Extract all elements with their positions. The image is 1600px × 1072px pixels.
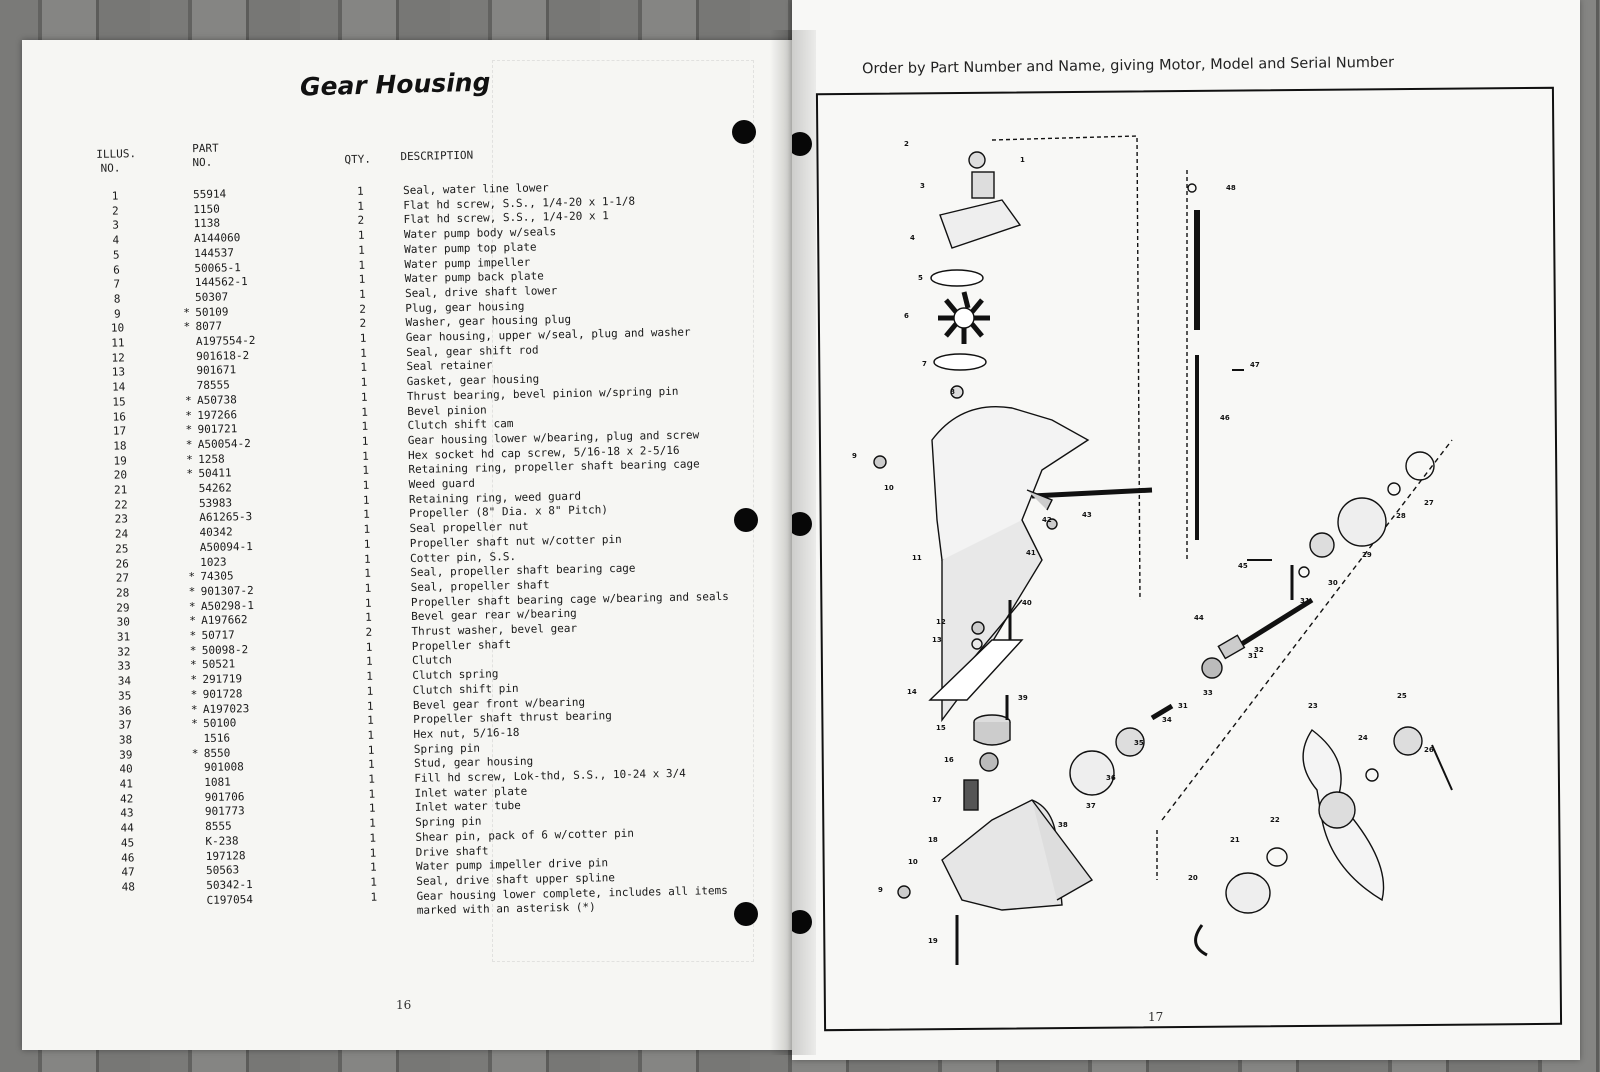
asterisk-mark: * bbox=[185, 438, 193, 452]
callout-label: 19 bbox=[928, 937, 938, 945]
callout-label: 3 bbox=[920, 182, 925, 190]
description-cell: Water pump back plate bbox=[404, 269, 544, 286]
callout-label: 40 bbox=[1022, 599, 1032, 607]
description-cell: Weed guard bbox=[408, 476, 476, 491]
description-cell: Propeller shaft bearing cage w/bearing and seals bbox=[410, 589, 729, 609]
callout-label: 33 bbox=[1203, 689, 1213, 697]
asterisk-mark: * bbox=[186, 467, 194, 481]
description-cell: Drive shaft bbox=[415, 844, 489, 859]
callout-label: 25 bbox=[1397, 692, 1407, 700]
illus-no-cell: 1 bbox=[111, 189, 119, 203]
part-no-cell: 901728 bbox=[202, 687, 243, 701]
qty-cell: 1 bbox=[366, 684, 374, 698]
description-cell: Bevel gear rear w/bearing bbox=[411, 607, 577, 624]
qty-cell: 1 bbox=[366, 699, 374, 713]
qty-cell: 1 bbox=[361, 419, 369, 434]
description-cell: Seal, gear shift rod bbox=[406, 343, 539, 359]
qty-cell: 1 bbox=[368, 787, 376, 801]
callout-label: 5 bbox=[918, 274, 923, 282]
qty-cell: 1 bbox=[368, 802, 376, 816]
asterisk-mark: * bbox=[189, 643, 197, 657]
asterisk-mark: * bbox=[190, 673, 198, 687]
asterisk-mark: * bbox=[188, 599, 196, 613]
qty-cell: 1 bbox=[361, 405, 369, 419]
part-no-cell: 1258 bbox=[198, 452, 225, 466]
part-no-cell: A197023 bbox=[202, 701, 250, 716]
illus-no-cell: 26 bbox=[115, 556, 129, 571]
asterisk-mark: * bbox=[189, 658, 197, 672]
description-cell: Propeller shaft bbox=[411, 637, 512, 653]
part-no-cell: 291719 bbox=[202, 672, 243, 687]
qty-cell: 1 bbox=[361, 434, 369, 448]
qty-cell: 1 bbox=[363, 508, 370, 522]
part-no-cell: 8550 bbox=[203, 746, 231, 760]
part-no-cell: 197128 bbox=[205, 848, 246, 863]
part-no-cell: 54262 bbox=[198, 481, 232, 496]
qty-cell: 1 bbox=[362, 493, 370, 507]
illus-no-cell: 4 bbox=[112, 233, 120, 247]
callout-label: 46 bbox=[1220, 414, 1230, 422]
qty-cell: 1 bbox=[357, 228, 365, 243]
illus-no-cell: 7 bbox=[113, 277, 121, 291]
description-cell: Clutch spring bbox=[412, 667, 499, 683]
qty-cell: 1 bbox=[369, 816, 376, 830]
part-no-cell: 50307 bbox=[194, 290, 229, 304]
callout-label: 31 bbox=[1300, 597, 1310, 605]
illus-no-cell: 37 bbox=[118, 718, 132, 732]
illus-no-cell: 29 bbox=[116, 600, 130, 615]
illus-no-cell: 25 bbox=[115, 542, 129, 556]
callout-label: 9 bbox=[852, 452, 857, 460]
qty-cell: 1 bbox=[365, 611, 372, 625]
part-no-cell: 1023 bbox=[199, 554, 227, 569]
description-cell: Gear housing, upper w/seal, plug and washer bbox=[405, 325, 691, 345]
description-cell: Shear pin, pack of 6 w/cotter pin bbox=[415, 826, 635, 844]
qty-cell: 1 bbox=[358, 243, 365, 257]
page-title: Gear Housing bbox=[299, 67, 491, 102]
part-no-cell: 50717 bbox=[201, 628, 235, 642]
description-cell: Thrust bearing, bevel pinion w/spring pin bbox=[406, 384, 679, 403]
part-no-cell: K-238 bbox=[205, 834, 239, 848]
description-cell: Seal, drive shaft upper spline bbox=[416, 870, 616, 888]
illus-no-cell: 34 bbox=[117, 674, 132, 688]
qty-cell: 1 bbox=[363, 552, 371, 566]
description-cell: Inlet water tube bbox=[414, 799, 521, 815]
description-cell: Propeller shaft nut w/cotter pin bbox=[409, 532, 622, 550]
part-no-cell: A50094-1 bbox=[199, 539, 253, 554]
illus-no-cell: 21 bbox=[113, 483, 128, 497]
qty-cell: 1 bbox=[360, 375, 368, 389]
illus-no-cell: 38 bbox=[118, 733, 133, 747]
illus-no-cell: 10 bbox=[110, 321, 125, 335]
callout-label: 32 bbox=[1254, 646, 1264, 654]
qty-cell: 1 bbox=[358, 258, 366, 272]
qty-cell: 1 bbox=[366, 669, 374, 683]
qty-header: QTY. bbox=[344, 152, 372, 167]
part-no-cell: A50298-1 bbox=[200, 598, 255, 613]
asterisk-mark: * bbox=[186, 452, 193, 466]
qty-cell: 1 bbox=[369, 831, 377, 845]
qty-cell: 1 bbox=[362, 478, 370, 492]
asterisk-mark: * bbox=[188, 584, 196, 599]
description-cell: Water pump top plate bbox=[404, 240, 537, 256]
description-cell: Flat hd screw, S.S., 1/4-20 x 1-1/8 bbox=[403, 194, 636, 212]
part-no-cell: 50411 bbox=[198, 466, 232, 481]
qty-cell: 1 bbox=[367, 757, 375, 772]
callout-label: 28 bbox=[1396, 512, 1406, 520]
exploded-parts-diagram bbox=[792, 0, 1580, 1060]
illus-no-cell: 14 bbox=[112, 380, 126, 394]
illus-no-cell: 19 bbox=[113, 453, 127, 468]
qty-cell: 1 bbox=[358, 272, 366, 287]
description-cell: Water pump impeller drive pin bbox=[415, 856, 609, 874]
part-no-cell: 50065-1 bbox=[194, 260, 241, 275]
part-no-cell: 50109 bbox=[195, 305, 229, 319]
description-header: DESCRIPTION bbox=[400, 148, 474, 164]
description-cell: Clutch shift pin bbox=[412, 681, 519, 697]
part-no-cell: C197054 bbox=[206, 892, 254, 907]
description-cell: Retaining ring, propeller shaft bearing cage bbox=[408, 457, 700, 477]
callout-label: 41 bbox=[1026, 549, 1036, 557]
part-no-cell: 1516 bbox=[203, 731, 231, 745]
asterisk-mark: * bbox=[183, 305, 191, 319]
illus-no-cell: 30 bbox=[116, 615, 131, 629]
description-cell: Plug, gear housing bbox=[405, 299, 525, 315]
part-no-cell: 901721 bbox=[197, 422, 238, 437]
asterisk-mark: * bbox=[191, 717, 198, 731]
order-note: Order by Part Number and Name, giving Motor, Model and Serial Number bbox=[861, 54, 1395, 78]
illus-no-cell: 15 bbox=[112, 395, 126, 409]
illus-no-cell: 24 bbox=[114, 527, 129, 541]
asterisk-mark: * bbox=[189, 629, 197, 643]
qty-cell: 1 bbox=[357, 199, 365, 213]
illus-no-cell: 39 bbox=[119, 747, 133, 762]
callout-label: 4 bbox=[910, 234, 915, 242]
qty-cell: 1 bbox=[359, 331, 367, 345]
right-page bbox=[792, 0, 1580, 1060]
qty-cell: 2 bbox=[357, 214, 365, 228]
qty-cell: 1 bbox=[360, 346, 367, 360]
callout-label: 20 bbox=[1188, 874, 1198, 882]
qty-cell: 1 bbox=[364, 566, 372, 581]
part-no-cell: 1081 bbox=[204, 775, 231, 789]
qty-cell: 1 bbox=[365, 640, 373, 654]
part-no-cell: 55914 bbox=[192, 187, 227, 202]
illus-no-cell: 12 bbox=[111, 351, 125, 365]
illus-no-cell: 47 bbox=[121, 865, 135, 879]
illus-no-cell: 2 bbox=[111, 204, 119, 218]
callout-label: 15 bbox=[936, 724, 946, 732]
qty-cell: 2 bbox=[359, 302, 367, 316]
illus-no-header: ILLUS. NO. bbox=[96, 147, 137, 175]
asterisk-mark: * bbox=[189, 614, 197, 628]
asterisk-mark: * bbox=[190, 702, 198, 716]
illus-no-cell: 23 bbox=[114, 512, 129, 527]
illus-no-cell: 48 bbox=[121, 880, 136, 894]
callout-label: 39 bbox=[1018, 694, 1028, 702]
illus-no-cell: 31 bbox=[116, 630, 131, 644]
part-no-cell: A197662 bbox=[201, 613, 248, 628]
callout-label: 36 bbox=[1106, 774, 1116, 782]
page-number-left: 16 bbox=[396, 998, 412, 1012]
description-cell: Spring pin bbox=[413, 741, 481, 756]
description-cell: Seal, propeller shaft bearing cage bbox=[410, 561, 636, 580]
callout-label: 44 bbox=[1194, 614, 1204, 622]
description-cell: Flat hd screw, S.S., 1/4-20 x 1 bbox=[403, 209, 609, 227]
callout-label: 13 bbox=[932, 636, 942, 644]
qty-cell: 1 bbox=[363, 522, 371, 536]
callout-label: 24 bbox=[1358, 734, 1368, 742]
part-no-cell: 50521 bbox=[201, 657, 236, 672]
part-no-header: PART NO. bbox=[192, 141, 219, 170]
part-no-cell: 50563 bbox=[205, 863, 240, 878]
callout-label: 31 bbox=[1178, 702, 1188, 710]
part-no-cell: 8555 bbox=[205, 819, 232, 834]
binder-hole bbox=[732, 120, 756, 144]
description-cell: Hex socket hd cap screw, 5/16-18 x 2-5/16 bbox=[407, 443, 680, 462]
qty-cell: 1 bbox=[367, 728, 375, 742]
illus-no-cell: 27 bbox=[115, 571, 130, 585]
callout-label: 29 bbox=[1362, 551, 1372, 559]
qty-cell: 1 bbox=[370, 890, 378, 904]
asterisk-mark: * bbox=[191, 746, 199, 760]
illus-no-cell: 46 bbox=[121, 850, 135, 865]
callout-label: 2 bbox=[904, 140, 909, 148]
asterisk-mark: * bbox=[190, 687, 198, 702]
callout-label: 42 bbox=[1042, 516, 1052, 524]
part-no-cell: 1138 bbox=[193, 216, 221, 231]
qty-cell: 1 bbox=[367, 743, 375, 757]
part-no-cell: 144562-1 bbox=[194, 275, 248, 290]
callout-label: 26 bbox=[1424, 746, 1434, 754]
qty-cell: 2 bbox=[365, 625, 373, 639]
illus-no-cell: 5 bbox=[112, 248, 120, 262]
part-no-cell: 53983 bbox=[198, 496, 233, 510]
illus-no-cell: 16 bbox=[112, 409, 127, 424]
description-cell: Propeller (8" Dia. x 8" Pitch) bbox=[409, 503, 609, 521]
illus-no-cell: 44 bbox=[120, 821, 134, 835]
part-no-cell: A50738 bbox=[196, 393, 237, 407]
illus-no-cell: 9 bbox=[113, 307, 121, 321]
part-no-cell: 144537 bbox=[194, 246, 235, 260]
illus-no-cell: 35 bbox=[117, 689, 132, 703]
qty-cell: 1 bbox=[368, 772, 376, 786]
illus-no-cell: 28 bbox=[115, 586, 130, 600]
qty-cell: 1 bbox=[364, 581, 372, 595]
description-cell: Cotter pin, S.S. bbox=[409, 549, 517, 565]
part-no-cell: 901008 bbox=[203, 760, 244, 775]
callout-label: 45 bbox=[1238, 562, 1248, 570]
callout-label: 18 bbox=[928, 836, 938, 844]
part-no-cell: A197554-2 bbox=[195, 333, 256, 349]
callout-label: 38 bbox=[1058, 821, 1068, 829]
illus-no-cell: 40 bbox=[119, 762, 133, 776]
asterisk-mark: * bbox=[185, 423, 193, 437]
callout-label: 17 bbox=[932, 796, 942, 804]
qty-cell: 1 bbox=[367, 713, 374, 728]
part-no-cell: 78555 bbox=[196, 378, 230, 393]
part-no-cell: 50100 bbox=[203, 716, 237, 731]
description-cell: Spring pin bbox=[415, 814, 482, 830]
left-page bbox=[22, 40, 794, 1050]
callout-label: 23 bbox=[1308, 702, 1318, 710]
illus-no-cell: 17 bbox=[112, 424, 127, 438]
callout-label: 47 bbox=[1250, 361, 1260, 369]
illus-no-cell: 45 bbox=[120, 836, 135, 850]
asterisk-mark: * bbox=[184, 393, 192, 408]
callout-label: 43 bbox=[1082, 511, 1092, 519]
description-cell: Inlet water plate bbox=[414, 784, 528, 800]
book-gutter bbox=[770, 30, 816, 1055]
callout-label: 1 bbox=[1020, 156, 1025, 164]
part-no-cell: 197266 bbox=[197, 407, 238, 422]
callout-label: 6 bbox=[904, 312, 909, 320]
part-no-cell: 50098-2 bbox=[201, 642, 249, 657]
qty-cell: 1 bbox=[369, 846, 377, 860]
callout-label: 35 bbox=[1134, 739, 1144, 747]
callout-label: 10 bbox=[908, 858, 918, 866]
part-no-cell: 901706 bbox=[204, 789, 245, 804]
description-cell: Gear housing lower complete, includes all items bbox=[416, 883, 728, 903]
illus-no-cell: 22 bbox=[114, 498, 128, 512]
description-cell: Fill hd screw, Lok-thd, S.S., 10-24 x 3/4 bbox=[414, 766, 686, 785]
description-cell: Seal propeller nut bbox=[409, 519, 529, 536]
illus-no-cell: 41 bbox=[119, 777, 134, 791]
qty-cell: 1 bbox=[362, 464, 370, 478]
description-cell: Stud, gear housing bbox=[413, 754, 534, 771]
qty-cell: 1 bbox=[369, 860, 377, 874]
qty-cell: 1 bbox=[363, 537, 371, 551]
callout-label: 22 bbox=[1270, 816, 1280, 824]
illus-no-cell: 43 bbox=[120, 806, 134, 820]
callout-label: 8 bbox=[950, 388, 955, 396]
callout-label: 14 bbox=[907, 688, 917, 696]
description-cell: Gear housing lower w/bearing, plug and screw bbox=[407, 428, 700, 447]
description-cell: Bevel pinion bbox=[407, 402, 487, 418]
part-no-cell: 40342 bbox=[199, 525, 233, 540]
illus-no-cell: 33 bbox=[117, 659, 131, 673]
part-no-cell: 74305 bbox=[200, 569, 234, 584]
description-cell: Bevel gear front w/bearing bbox=[412, 695, 586, 712]
description-cell: Seal, propeller shaft bbox=[410, 578, 550, 594]
callout-label: 12 bbox=[936, 618, 946, 626]
description-cell: Seal retainer bbox=[406, 358, 493, 374]
part-no-cell: 901671 bbox=[196, 363, 237, 378]
binder-hole bbox=[734, 902, 758, 926]
illus-no-cell: 36 bbox=[118, 703, 132, 718]
qty-cell: 1 bbox=[361, 449, 369, 463]
description-cell: Seal, drive shaft lower bbox=[404, 283, 558, 300]
description-cell: Propeller shaft thrust bearing bbox=[413, 709, 612, 727]
page-number-right: 17 bbox=[1148, 1010, 1164, 1024]
illus-no-cell: 42 bbox=[119, 792, 134, 806]
description-cell: Retaining ring, weed guard bbox=[408, 489, 582, 506]
asterisk-mark: * bbox=[183, 320, 191, 334]
description-cell: marked with an asterisk (*) bbox=[416, 900, 596, 918]
part-no-cell: 8077 bbox=[195, 319, 223, 334]
qty-cell: 1 bbox=[365, 655, 373, 669]
asterisk-mark: * bbox=[188, 570, 196, 584]
illus-no-cell: 11 bbox=[111, 336, 125, 350]
callout-label: 31 bbox=[1248, 652, 1258, 660]
callout-label: 11 bbox=[912, 554, 922, 562]
callout-label: 10 bbox=[884, 484, 894, 492]
qty-cell: 2 bbox=[359, 317, 367, 331]
qty-cell: 1 bbox=[356, 184, 364, 198]
callout-label: 27 bbox=[1424, 499, 1434, 507]
illus-no-cell: 18 bbox=[113, 439, 127, 453]
part-no-cell: 901618-2 bbox=[196, 348, 250, 363]
illus-no-cell: 8 bbox=[113, 292, 121, 306]
description-cell: Water pump impeller bbox=[404, 255, 531, 271]
description-cell: Clutch shift cam bbox=[407, 417, 514, 433]
binder-hole bbox=[734, 508, 758, 532]
callout-label: 21 bbox=[1230, 836, 1240, 844]
part-no-cell: 901773 bbox=[204, 804, 245, 819]
qty-cell: 1 bbox=[360, 361, 368, 375]
description-cell: Clutch bbox=[411, 653, 452, 668]
part-no-cell: 50342-1 bbox=[206, 877, 253, 892]
callout-label: 7 bbox=[922, 360, 927, 368]
description-cell: Thrust washer, bevel gear bbox=[411, 621, 578, 638]
description-cell: Water pump body w/seals bbox=[403, 225, 557, 242]
qty-cell: 1 bbox=[370, 875, 378, 889]
illus-no-cell: 32 bbox=[117, 645, 131, 659]
qty-cell: 1 bbox=[360, 390, 368, 404]
callout-label: 9 bbox=[878, 886, 883, 894]
description-cell: Seal, water line lower bbox=[402, 181, 549, 198]
asterisk-mark: * bbox=[185, 408, 193, 422]
illus-no-cell: 6 bbox=[113, 262, 120, 277]
callout-label: 48 bbox=[1226, 184, 1236, 192]
illus-no-cell: 13 bbox=[111, 365, 126, 380]
illus-no-cell: 3 bbox=[112, 218, 120, 233]
callout-label: 34 bbox=[1162, 716, 1172, 724]
callout-label: 37 bbox=[1086, 802, 1096, 810]
part-no-cell: A144060 bbox=[193, 231, 241, 246]
description-cell: Hex nut, 5/16-18 bbox=[413, 725, 520, 741]
description-cell: Washer, gear housing plug bbox=[405, 313, 572, 330]
callout-label: 16 bbox=[944, 756, 954, 764]
part-no-cell: 1150 bbox=[193, 202, 220, 216]
callout-label: 30 bbox=[1328, 579, 1338, 587]
description-cell: Gasket, gear housing bbox=[406, 372, 540, 389]
part-no-cell: A61265-3 bbox=[199, 510, 253, 525]
qty-cell: 1 bbox=[364, 596, 372, 610]
part-no-cell: A50054-2 bbox=[197, 436, 251, 451]
part-no-cell: 901307-2 bbox=[200, 583, 254, 598]
illus-no-cell: 20 bbox=[113, 468, 128, 482]
qty-cell: 1 bbox=[358, 287, 366, 301]
